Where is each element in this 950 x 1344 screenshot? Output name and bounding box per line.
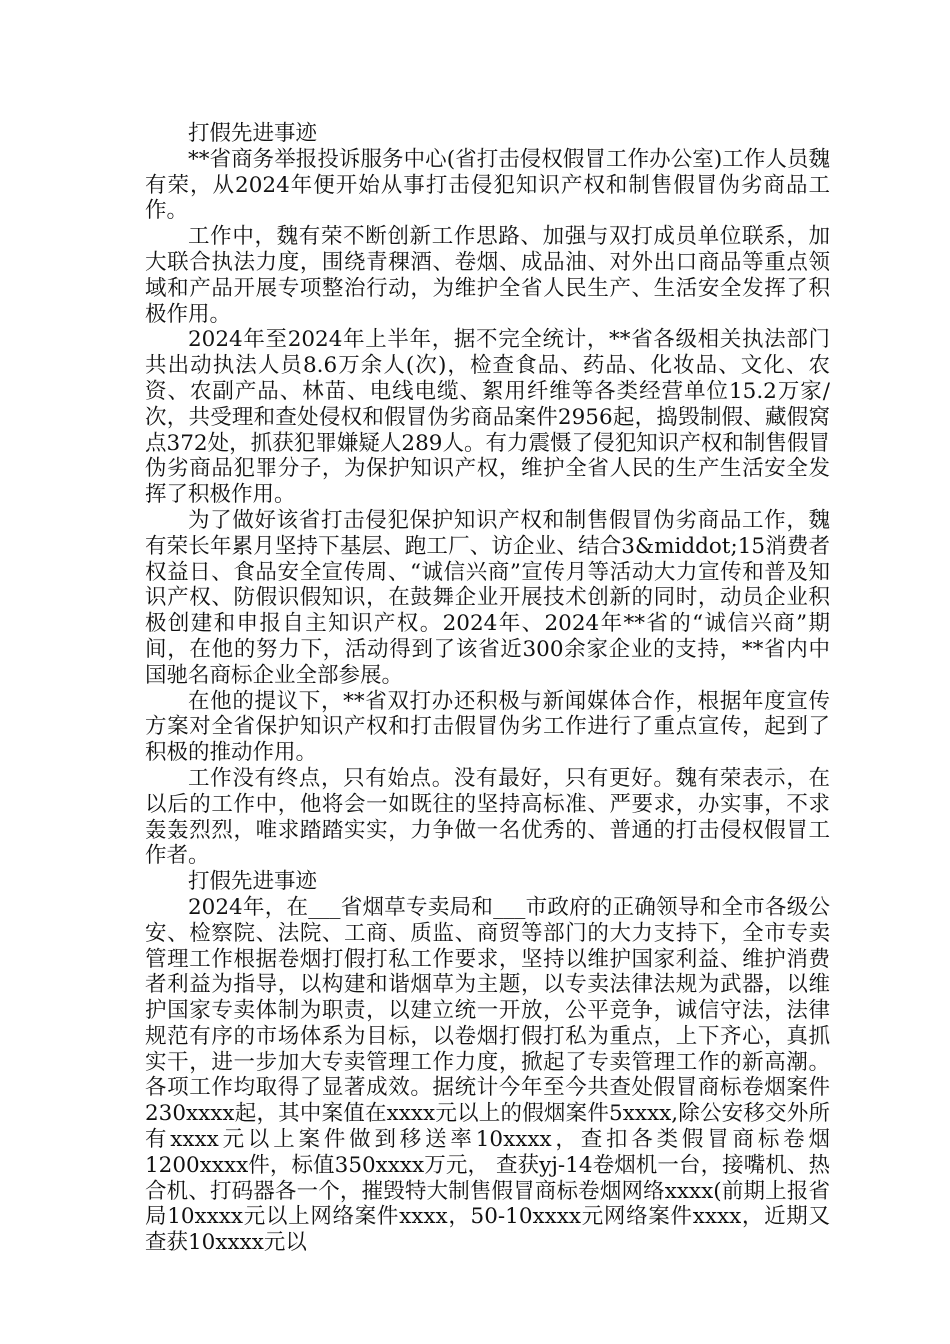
paragraph-work: 工作中，魏有荣不断创新工作思路、加强与双打成员单位联系，加大联合执法力度，围绕青稞酒、卷烟、成品油、对外出口商品等重点领域和产品开展专项整治行动，为维护全省人民生产、生活安全发挥了积极作用。 [145, 224, 830, 327]
document-body [145, 121, 830, 1256]
section-title-1: 打假先进事迹 [188, 121, 318, 146]
section-title-2: 打假先进事迹 [188, 869, 318, 895]
paragraph-promotion: 为了做好该省打击侵犯保护知识产权和制售假冒伪劣商品工作，魏有荣长年累月坚持下基层、跑工厂、访企业、结合3&middot;15消费者权益日、食品安全宣传周、“诚信兴商”宣传月等活动大力宣传和普及知识产权、防假识假知识，在鼓舞企业开展技术创新的同时，动员企业积极创建和申报自主知识产权。2024年、2024年**省的“诚信兴商”期间，在他的努力下，活动得到了该省近300余家企业的支持，**省内中国驰名商标企业全部参展。 [145, 507, 830, 688]
paragraph-media: 在他的提议下，**省双打办还积极与新闻媒体合作，根据年度宣传方案对全省保护知识产权和打击假冒伪劣工作进行了重点宣传，起到了积极的推动作用。 [145, 688, 830, 766]
paragraph-statistics: 2024年至2024年上半年，据不完全统计，**省各级相关执法部门共出动执法人员8.6万余人(次)，检查食品、药品、化妆品、文化、农资、农副产品、林苗、电线电缆、絮用纤维等各类经营单位15.2万家/次，共受理和查处侵权和假冒伪劣商品案件2956起，捣毁制假、藏假窝点372处，抓获犯罪嫌疑人289人。有力震慑了侵犯知识产权和制售假冒伪劣商品犯罪分子，为保护知识产权，维护全省人民的生产生活安全发挥了积极作用。 [145, 327, 830, 508]
paragraph-tobacco: 2024年，在___省烟草专卖局和___市政府的正确领导和全市各级公安、检察院、法院、工商、质监、商贸等部门的大力支持下，全市专卖管理工作根据卷烟打假打私工作要求，坚持以维护国家利益、维护消费者利益为指导，以构建和谐烟草为主题，以专卖法律法规为武器，以维护国家专卖体制为职责，以建立统一开放，公平竞争，诚信守法，法律规范有序的市场体系为目标，以卷烟打假打私为重点，上下齐心，真抓实干，进一步加大专卖管理工作力度，掀起了专卖管理工作的新高潮。各项工作均取得了显著成效。据统计今年至今共查处假冒商标卷烟案件230xxxx起，其中案值在xxxx元以上的假烟案件5xxxx,除公安移交外所有xxxx元以上案件做到移送率10xxxx，查扣各类假冒商标卷烟1200xxxx件，标值350xxxx万元， 查获yj-14卷烟机一台，接嘴机、热合机、打码器各一个，摧毁特大制售假冒商标卷烟网络xxxx(前期上报省局10xxxx元以上网络案件xxxx，50-10xxxx元网络案件xxxx，近期又查获10xxxx元以 [145, 894, 830, 1256]
paragraph-intro: **省商务举报投诉服务中心(省打击侵权假冒工作办公室)工作人员魏有荣，从2024年便开始从事打击侵犯知识产权和制售假冒伪劣商品工作。 [145, 146, 830, 224]
paragraph-conclusion: 工作没有终点，只有始点。没有最好，只有更好。魏有荣表示，在以后的工作中，他将会一如既往的坚持高标准、严要求，办实事，不求轰轰烈烈，唯求踏踏实实，力争做一名优秀的、普通的打击侵权假冒工作者。 [145, 765, 830, 869]
